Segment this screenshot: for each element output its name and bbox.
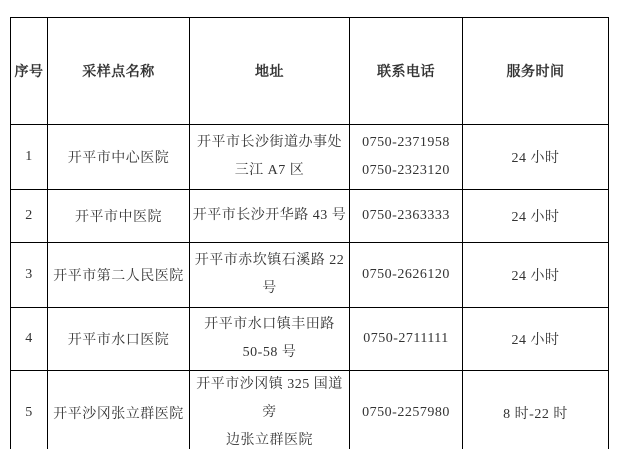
address-line: 开平市长沙开华路 43 号 bbox=[192, 208, 347, 223]
phone-cell bbox=[350, 243, 463, 308]
table-row bbox=[11, 243, 609, 308]
table-row bbox=[11, 308, 609, 371]
serial-number-cell: 5 bbox=[11, 371, 48, 449]
name-cell: 开平市第二人民医院 bbox=[48, 243, 190, 308]
header-address: 地址 bbox=[190, 18, 350, 125]
address-line: 边张立群医院 bbox=[226, 433, 313, 448]
serial-number-cell: 1 bbox=[11, 125, 48, 190]
phone-line: 0750-2363333 bbox=[362, 208, 450, 223]
header-row bbox=[11, 18, 609, 125]
sampling-points-table bbox=[10, 17, 609, 449]
name-cell: 开平市中心医院 bbox=[48, 125, 190, 190]
serial-number-cell: 4 bbox=[11, 308, 48, 371]
address-line: 三江 A7 区 bbox=[234, 163, 305, 178]
table-row bbox=[11, 371, 609, 449]
address-line: 开平市水口镇丰田路 bbox=[204, 317, 335, 332]
phone-cell bbox=[350, 125, 463, 190]
hours-cell: 24 小时 bbox=[463, 243, 609, 308]
hours-cell: 8 时-22 时 bbox=[463, 371, 609, 449]
phone-cell bbox=[350, 190, 463, 243]
phone-line: 0750-2323120 bbox=[362, 163, 450, 178]
phone-line: 0750-2257980 bbox=[362, 405, 450, 420]
hours-cell: 24 小时 bbox=[463, 190, 609, 243]
name-cell: 开平沙冈张立群医院 bbox=[48, 371, 190, 449]
address-line: 开平市沙冈镇 325 国道旁 bbox=[196, 377, 343, 420]
header-serial-number: 序号 bbox=[11, 18, 48, 125]
hours-cell: 24 小时 bbox=[463, 308, 609, 371]
address-line: 开平市长沙街道办事处 bbox=[197, 135, 342, 150]
phone-line: 0750-2371958 bbox=[362, 135, 450, 150]
phone-cell bbox=[350, 308, 463, 371]
address-cell bbox=[190, 371, 350, 449]
name-cell: 开平市中医院 bbox=[48, 190, 190, 243]
phone-line: 0750-2711111 bbox=[363, 331, 449, 346]
table-row bbox=[11, 125, 609, 190]
address-cell bbox=[190, 190, 350, 243]
serial-number-cell: 2 bbox=[11, 190, 48, 243]
table-row bbox=[11, 190, 609, 243]
address-cell bbox=[190, 125, 350, 190]
name-cell: 开平市水口医院 bbox=[48, 308, 190, 371]
header-service-hours: 服务时间 bbox=[463, 18, 609, 125]
address-line: 开平市赤坎镇石溪路 22 bbox=[194, 253, 345, 268]
header-sampling-point-name: 采样点名称 bbox=[48, 18, 190, 125]
phone-line: 0750-2626120 bbox=[362, 267, 450, 282]
header-contact-phone: 联系电话 bbox=[350, 18, 463, 125]
address-cell bbox=[190, 308, 350, 371]
hours-cell: 24 小时 bbox=[463, 125, 609, 190]
address-line: 50-58 号 bbox=[242, 345, 297, 360]
phone-cell bbox=[350, 371, 463, 449]
address-cell bbox=[190, 243, 350, 308]
serial-number-cell: 3 bbox=[11, 243, 48, 308]
address-line: 号 bbox=[262, 281, 277, 296]
